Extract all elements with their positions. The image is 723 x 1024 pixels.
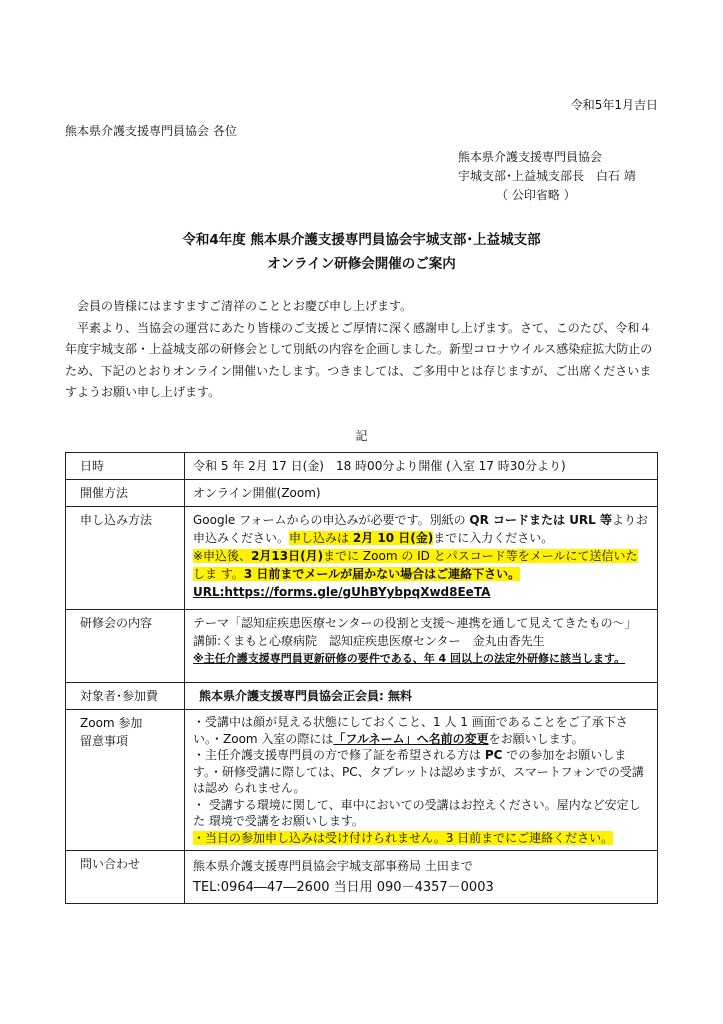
title-line-2: オンライン研修会開催のご案内 [267,256,456,272]
zoom-note-1-text: ・受講中は顔が見える状態にしておくこと、1 人 1 画面であることをご了承下さい。・Zoom 入室の際には [193,715,628,746]
ki-heading: 記 [355,429,368,443]
sender-org: 熊本県介護支援専門員協会 [458,150,603,164]
registration-url-link[interactable]: URL:https://forms.gle/gUhBYybpqXwd8EeTA [193,585,491,599]
apply-note-text: までに Zoom の ID とパスコード等をメールにて送信いたしま す。 [193,549,638,581]
contact-phone: TEL:0964―47―2600 当日用 090－4357－0003 [193,880,494,895]
zoom-note-fullname: 「フルネーム」へ名前の変更 [333,731,489,746]
zoom-note-3: ・ 受講する環境に関して、車中においての受講はお控えください。屋内など安定した 環境で受講をお願いします。 [193,797,641,828]
apply-note-prefix: ※申込後、 [193,549,252,563]
seal-note: （ 公印省略 ） [496,188,576,202]
table-row [66,610,658,683]
row-value-fee [185,683,658,710]
zoom-label-2: 留意事項 [80,734,129,748]
zoom-note-2-text: ・主任介護支援専門員の方で修了証を希望される方は [193,748,485,762]
zoom-note-1 [193,714,649,747]
greeting-paragraph: 会員の皆様にはますますご清祥のこととお慶び申し上げます。 [77,299,413,313]
contact-office: 熊本県介護支援専門員協会宇城支部事務局 土田まで [193,859,473,873]
table-row [66,480,658,507]
zoom-note-4-text: ・当日の参加申し込みは受け付けられません。3 日前までにご連絡ください。 [193,830,614,845]
row-value-contact [185,851,658,904]
document-date: 令和5年1月吉日 [570,98,658,112]
row-label-fee: 対象者･参加費 [66,683,185,710]
body-text [65,296,663,404]
document-title [0,228,723,276]
row-label-method: 開催方法 [66,480,185,507]
row-label-zoom [66,710,185,851]
row-label-datetime: 日時 [66,453,185,480]
apply-note-warning: 3 日前までメールが届かない場合はご連絡下さい。 [243,567,521,581]
apply-text-3: よりお 申込みください。 [193,513,649,545]
row-label-content: 研修会の内容 [66,610,185,683]
table-row [66,453,658,480]
row-value-content [185,610,658,683]
zoom-note-1-end: をお願いします。 [488,731,584,746]
row-label-apply: 申し込み方法 [66,507,185,610]
sender-block [458,148,636,205]
row-value-datetime: 令和 5 年 2月 17 日(金) 18 時00分より開催 (入室 17 時30分より) [185,453,658,480]
table-row [66,683,658,710]
apply-deadline-date: 2月 10 日(金) [352,531,434,545]
row-label-contact: 問い合わせ [66,851,185,904]
zoom-note-2-end: での参加をお願いします。・研修受講に際しては、PC、タブレットは認めますが、スマートフォンでの受講は認め られません。 [193,748,644,795]
apply-text-6: までに入力ください。 [433,531,554,545]
apply-qr-url: QR コードまたは URL 等 [469,513,612,527]
row-value-zoom [185,710,658,851]
content-lecturer: 講師:くまもと心療病院 認知症疾患医療センター 金丸由香先生 [193,634,545,648]
addressee: 熊本県介護支援専門員協会 各位 [65,124,237,138]
table-row [66,710,658,851]
apply-deadline-label: 申し込みは [289,531,353,545]
sender-person: 宇城支部･上益城支部長 白石 靖 [458,169,636,183]
apply-text-1: Google フォームからの申込みが必要です。別紙の [193,513,470,527]
main-paragraph: 平素より、当協会の運営にあたり皆様のご支援とご厚情に深く感謝申し上げます。さて、このたび、令和４年度宇城支部・上益城支部の研修会として別紙の内容を企画しました。新型コロナウイルス感染症拡大防止のため、下記のとおりオンライン開催いたします。つきましては、ご多用中とは存じますが、ご出席くださいますようお願い申し上げます。 [65,320,653,399]
info-table [65,452,658,904]
table-row [66,507,658,610]
table-row [66,851,658,904]
row-value-apply [185,507,658,610]
content-theme: テーマ「認知症疾患医療センターの役割と支援～連携を通して見えてきたもの～」 [193,616,637,630]
zoom-note-4 [193,830,649,847]
row-value-method: オンライン開催(Zoom) [185,480,658,507]
zoom-label-1: Zoom 参加 [80,716,143,730]
zoom-note-2 [193,747,649,797]
fee-value: 熊本県介護支援専門員協会正会員: 無料 [199,689,412,703]
apply-note-date: 2月13日(月) [251,549,324,563]
title-line-1: 令和4年度 熊本県介護支援専門員協会宇城支部･上益城支部 [182,232,541,248]
zoom-note-pc: PC [484,748,503,762]
content-note: ※主任介護支援専門員更新研修の要件である、年 4 回以上の法定外研修に該当します。 [193,652,626,665]
